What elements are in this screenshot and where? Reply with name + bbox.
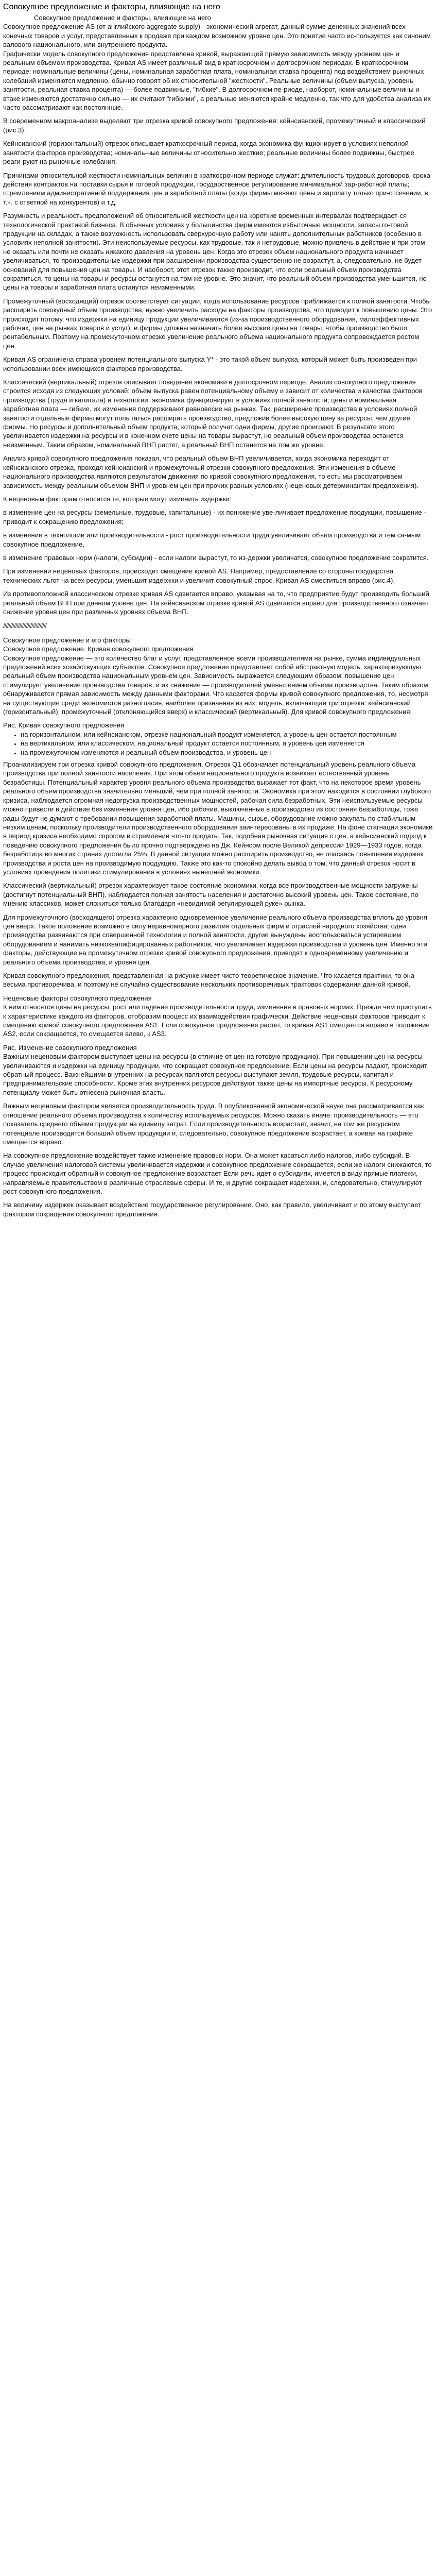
paragraph: Совокупное предложение и факторы, влияющие на него bbox=[34, 14, 211, 22]
paragraph: На совокупное предложение воздействует также изменение правовых норм. Она может касаться либо налогов, либо субсидий. В случае увеличения налоговой системы увеличивается издержки и совокупное предложение сокращается, если же налоги снижаются, то процесс происходит обратный и совокупное предложение возрастает Если речь идет о субсидиях, имеется в виду прямые платежи, направляемые правительством в различные отраслевые сферы. И те, и другие сокращает издержки, и, следовательно, стимулируют рост совокупного предложения. bbox=[3, 1151, 432, 1195]
list-item: • на вертикальном, или классическом, национальный продукт остается постоянным, а уровень цен изменяется bbox=[21, 739, 433, 748]
paragraph: Классический (вертикальный) отрезок характеризует такое состояние экономики, когда все производственные мощности загружены (достигнут потенциальный ВНП), наблюдается полная занятость населения и достаточно высокий уровень цен. Такое состояние, по мнению классиков, может сложиться только благодаря «невидимой регулирующей руке» рынка. bbox=[3, 882, 418, 908]
section-aggregate-supply bbox=[3, 13, 433, 616]
paragraph: Рис. Изменение совокупного предложения bbox=[3, 1043, 137, 1052]
paragraph: Важным неценовым фактором является производительность труда. В опубликованной экономической науке она рассматривается как отношение реального объема производства к количеству используемых ресурсов. Можно сказать иначе: производительность — это показатель среднего объема продукции на единицу затрат. Если производительность возрастает, значит, на том же ресурсном потенциале производится больший объем продукции и, следовательно, совокупное предложение возрастает, а кривая на графике смещается вправо. bbox=[3, 1102, 424, 1146]
paragraph: в изменение цен на ресурсы (земельные, трудовые, капитальные) - их понижение уве-личивает предложение продукции, повышение - приводит к сокращению предложения; bbox=[3, 509, 426, 526]
section-curve-analysis bbox=[3, 760, 433, 1218]
paragraph: Кривая совокупного предложения, представленная на рисунке имеет чисто теоретическое значение. Что касается практики, то она весьма противоречива, и поэтому не случайно существование нескольких противоречивых трактовок содержания данной кривой. bbox=[3, 972, 415, 989]
paragraph: Неценовые факторы совокупного предложения bbox=[3, 994, 152, 1002]
paragraph: При изменении неценовых факторов, происходит смещение кривой AS. Например, предоставление со стороны государства технических льгот на всех ресурсы, уменьшит издержки и увеличит совокупный спрос. Кривая AS сместиться вправо (рис.4). bbox=[3, 567, 395, 584]
list-item: • на горизонтальном, или кейнсианском, отрезке национальный продукт изменяется, а уровень цен остается постоянным bbox=[21, 730, 433, 739]
paragraph: Совокупное предложение AS (от английского aggregate supply) - экономический агрегат, данный сумме денежных значений всех конечных товаров и услуг, представленных к продаже при каждом возможном уровне цен. Это понятие часто ис-пользуется как синоним валового национального, или внутреннего продукта. bbox=[3, 23, 431, 49]
section-heading: Совокупное предложение и его факторы bbox=[3, 636, 131, 644]
separator: //////////////////////////////// bbox=[3, 622, 46, 630]
page-title: Совокупное предложение и факторы, влияющие на него bbox=[3, 3, 220, 11]
paragraph: Совокупное предложение — это количество благ и услуг, представленное всеми производителями на рынке, сумма индивидуальных предложений всех хозяйствующих субъектов. Совокупное предложение представляет собой абстрактную модель, характеризующую реальный объем производства национальным уровнем цен. Зависимость выражается следующим образом: повышение цен стимулирует увеличение производства товаров, и их снижение — производителей уменьшением объема производства. Таким образом, обнаруживается прямая зависимость между данными факторами. Что касается формы кривой совокупного предложения, то, несмотря на существующие среди экономистов разногласия, наиболее признанная из них: модель, включающая три отрезка: кейнсианский (горизонтальный), промежуточный (отклоняющийся вверх) и классический (вертикальный). Для кривой совокупного предложения: bbox=[3, 654, 430, 716]
paragraph: Классический (вертикальный) отрезок описывает поведение экономики в долгосрочном периоде. Анализ совокупного предложения строится исходя из следующих условий: объем выпуска равен потенциальному объему и зависит от количества и качества факторов производства (труда и капитала) и технологии; экономика функционирует в условиях полной занятости; цены и номинальная заработная плата — гибкие, их изменения поддерживают равновесие на рынках. Так, расширение производства в условиях полной занятости отдельные фирмы могут попытаться расширить производство, предложив более высокую цену за ресурсы, чем другие фирмы. Но ресурсы и дополнительный объем продукта, который получат одни фирмы, другие проиграют. В результате этого увеличивается издержки на ресурсы и в конечном счете цены на товары вырастут, но реальный объем производства останется неизменным. Таким образом, номинальный ВНП растет, а реальный ВНП останется на том же уровне. bbox=[3, 378, 423, 449]
paragraph: в изменение правовых норм (налоги, субсидии) - если налоги вырастут, то из-держки увеличатся, совокупное предложение сократится. bbox=[3, 553, 429, 562]
paragraph: Проанализируем три отрезка кривой совокупного предложения. Отрезок Q1 обозначает потенциальный уровень реального объема производства при полной занятости населения. При этом объем национального продукта возникает естественный уровень безработицы. Потенциальный характер уровня реального объема производства выражает тот факт, что на некоторое время уровень реального объем производства значительно меньший, чем при полной занятости. Экономика при этом находится в состоянии глубокого кризиса, наблюдается огромная недогрузка производственных мощностей, рабочая сила безработных. Эти неиспользуемые ресурсы можно привести в действие без изменения уровня цен, ибо рабочие, выключенные в производство из состояния безработицы, тоже рады будут не думают о требовании повышения заработной платы. Машины, сырье, оборудование можно закупать по стабильным низким ценам, поскольку производители производственного оборудования заинтересованы в их продаже. На фоне стагнации экономики в период кризиса необходимо спросом в стремлении что-то продать. Так, подобная рыночная ситуация с цен, а кейнсианский подход к поведению совокупного предложения было прочно подтверждено на Дж. Кейнсом после Великой депрессии 1929—1933 годов, когда безработица во многих странах достигла 25%. В данной ситуации можно расширить производство, не опасаясь повышения издержек производства и роста цен на производимую продукцию. Также это как-то спокойно делать вывод о том, что данный отрезок носит в условиях проведения политики стимулирования в условиях нынешней экономики. bbox=[3, 760, 433, 876]
paragraph: На величину издержек оказывает воздействие государственное регулирование. Оно, как правило, увеличивает и по этому выступает фактором сокращения совокупного предложения. bbox=[3, 1201, 421, 1218]
paragraph: Кривая AS ограничена справа уровнем потенциального выпуска Y* - это такой объем выпуска, который может быть произведен при использовании всех имеющихся факторов производства. bbox=[3, 355, 417, 372]
section-subheading: Совокупное предложение. Кривая совокупного предложения bbox=[3, 645, 194, 653]
paragraph: К неценовым факторам относится те, которые могут изменить издержки: bbox=[3, 495, 232, 503]
paragraph: Разумность и реальность предположений об относительной жесткости цен на короткие временных интервалах подтверждает-ся технологической практикой бизнеса. В обычных условиях у большинства фирм имеются избыточные мощности, запасы го-товой продукции на складах, а также возможность использовать сверхурочную работу или нанять дополнительных работников (особенно в условиях неполной занятости). Эти неиспользуемые ресурсы, как трудовые, так и нетрудовые, можно привлечь в действие и при этом не оказать или почти не оказать никакого давления на уровень цен. Когда это отрезок объем национального продукта начинает увеличиваться, то производительные издержки при расширении производства существенно не возрастут, а, следовательно, не будет оснований для повышения цен на товары. И наоборот, этот отрезок также производит, что если реальный объем производства сократиться, то цены на товары и ресурсы останутся на том же уровне. Это значит, что реальный объем производства уменьшится, но цены на товары и заработная плата останутся неизменными. bbox=[3, 212, 427, 292]
paragraph: К ним относятся цены на ресурсы, рост или падение производительности труда, изменения в правовых нормах. Прежде чем приступить к характеристике каждого из факторов, отобразим процесс их взаимодействия графически. Действие неценовых факторов приводит к смещению кривой совокупного предложения AS1. Если совокупное предложение растет, то кривая AS1 смещается вправо в положение AS2, если сокращается, то смещается влево, к AS3. bbox=[3, 1003, 432, 1038]
paragraph: В современном макроанализе выделяют три отрезка кривой совокупного предложения: кейнсианский, промежуточный и классический (рис.3). bbox=[3, 117, 426, 134]
paragraph: в изменение в технологии или производительности - рост производительности труда увеличивает объем производства и тем са-мым совокупное предложение, bbox=[3, 531, 421, 548]
paragraph: Важным неценовым фактором выступает цены на ресурсы (в отличие от цен на готовую продукцию). При повышении цен на ресурсы увеличиваются и издержки на единицу продукции, что сокращает совокупное предложение. Если цены на ресурсы падают, происходит обратный процесс. Важнейшими внутренних на ресурсах являются ресурсы выступают земля, трудовые ресурсы, капитал и предпринимательские способности. Кроме этих внутренних ресурсов действуют также цены на импортные ресурсы. К ресурсному потенциалу может быть отнесена рыночная власть. bbox=[3, 1053, 427, 1096]
paragraph: Для промежуточного (восходящего) отрезка характерно одновременное увеличение реального объема производства вплоть до уровня цен вверх. Такое положение возможно в силу неравномерного развития отдельных фирм и отраслей народного хозяйства: одни производства развиваются при совершенной технологии и полной занятости, другие вынуждены воспользоваться устаревшим оборудованием и нанимать низкоквалифицированных работников, что увеличивает издержки производства и уровень цен. Именно эти факторы, действующие на промежуточном отрезке кривой совокупного предложения, приводят к одновременному увеличению и реального объема производства, и уровня цен. bbox=[3, 913, 427, 966]
paragraph: Графически модель совокупного предложения представлена кривой, выражающей прямую зависимость между уровнем цен и реальным объемом производства. Кривая AS имеет различный вид в краткосрочном и долгосрочном периодах. В краткосрочном периоде: номинальные величины (цены, номинальная заработная плата, номинальная ставка процента) под воздействием рыночных колебаний изменяются медленно, обычно говорят об их относительной "жесткости". Реальные величины (объем выпуска, уровень занятости, реальная ставка процента) — более подвижные, "гибкие". В долгосрочном пе-риоде, наоборот, номинальные величины и втаке изменяются достаточно сильно — их считают "гибкими", а реальные меняются крайне медленно, так что для удобства анализа их часто рассматривают как постоянные. bbox=[3, 49, 431, 112]
section-aggregate-supply-curve bbox=[3, 654, 433, 730]
paragraph: Кейнсианский (горизонтальный) отрезок описывает краткосрочный период, когда экономика функционирует в условиях неполной занятости факторов производства; номиналь-ные величины относительно жесткие; реальные величины более подвижны, быстрее реаги-руют на рыночные колебания. bbox=[3, 140, 414, 166]
paragraph: Рис. Кривая совокупного предложения bbox=[3, 721, 125, 730]
paragraph: Промежуточный (восходящий) отрезок соответствует ситуации, когда использование ресурсов приближается к полной занятости. Чтобы расширить совокупный объем производства, нужно увеличить расходы на факторы производства, что приводит к повышению цены. Это происходит потому, что издержки на единицу продукции увеличиваются (из-за производственного оборудования, малоэффективных рабочих, цен на рынках товаров и услуг), и фирмы должны назначить более высокие цены на товары, чтобы производство было рентабельным. Поэтому на промежуточном отрезке увеличение реального объема национального продукта сопровождается ростом цен. bbox=[3, 297, 432, 350]
paragraph: Из противоположной классическом отрезке кривая AS сдвигается вправо, указывая на то, что предприятие будут производить больший реальный объем ВНП при данном уровне цен. На кейнсианском отрезке кривой AS сдвигается вправо для производственного означает снижение уровня цен при различных уровнях объема ВНП. bbox=[3, 590, 429, 616]
list-item: • на промежуточном изменяются и реальный объем производства, и уровень цен bbox=[21, 748, 433, 757]
paragraph: Анализ кривой совокупного предложения показал, что реальный объем ВНП увеличивается, когда экономика переходит от кейнсианского отрезка, проходя кейнсианский и промежуточный отрезки совокупного предложения. Эти изменения в объеме национального производства являются результатом движения по кривой совокупного предложения, то есть мы рассматриваем зависимость между реальным объемом ВНП и уровнем цен при прочих равных условиях (неценовых детерминантах предложения). bbox=[3, 454, 418, 489]
paragraph: Причинами относительной жесткости номинальных величин в краткосрочном периоде служат: длительность трудовых договоров, срока действия контрактов на поставки сырья и готовой продукции, государственное регулирование минимальной зар-работной платы; стремлением административной поддержания цен и заработной платы (когда фирмы меняют цены и зарплату только при-отсечении, в т.ч. с ответной на конкурентов) и т.д. bbox=[3, 171, 431, 206]
bullet-list bbox=[3, 730, 433, 757]
